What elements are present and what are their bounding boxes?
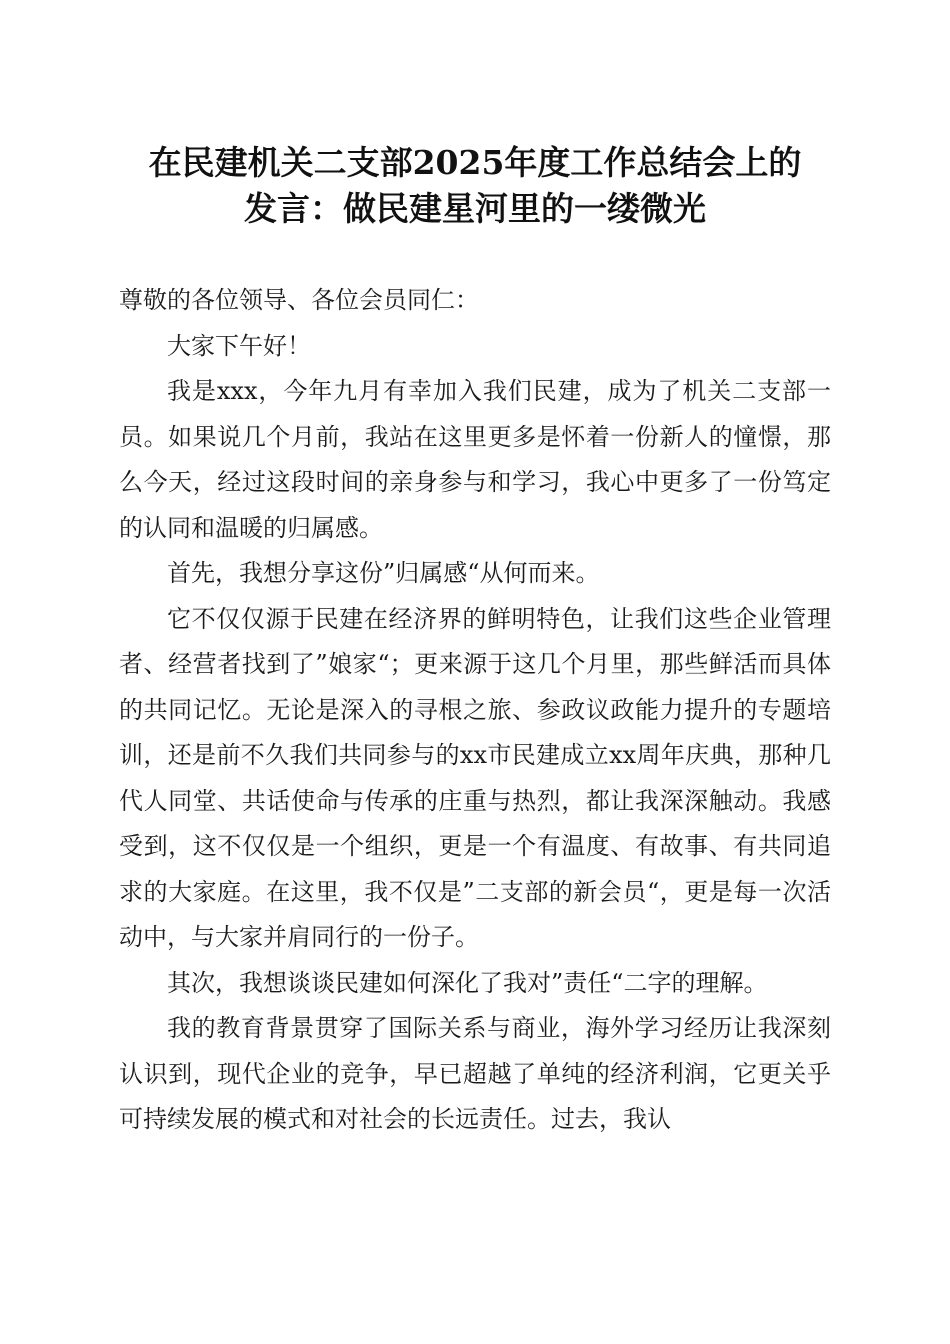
paragraph-responsibility-detail: 我的教育背景贯穿了国际关系与商业，海外学习经历让我深刻认识到，现代企业的竞争，早已超越了单纯的经济利润，它更关乎可持续发展的模式和对社会的长远责任。过去，我认	[119, 1014, 831, 1133]
document-title-line-2: 发言：做民建星河里的一缕微光	[244, 189, 706, 228]
paragraph-belonging-detail: 它不仅仅源于民建在经济界的鲜明特色，让我们这些企业管理者、经营者找到了”娘家“；更来源于这几个月里，那些鲜活而具体的共同记忆。无论是深入的寻根之旅、参政议政能力提升的专题培训，还是前不久我们共同参与的xx市民建成立xx周年庆典，那种几代人同堂、共话使命与传承的庄重与热烈，都让我深深触动。我感受到，这不仅仅是一个组织，更是一个有温度、有故事、有共同追求的大家庭。在这里，我不仅是”二支部的新会员“，更是每一次活动中，与大家并肩同行的一份子。	[119, 604, 831, 951]
paragraph-greeting: 大家下午好！	[167, 331, 311, 360]
salutation: 尊敬的各位领导、各位会员同仁：	[119, 286, 479, 314]
document-body	[119, 278, 831, 1143]
paragraph-belonging-heading: 首先，我想分享这份”归属感“从何而来。	[167, 559, 600, 587]
paragraph-introduction: 我是xxx，今年九月有幸加入我们民建，成为了机关二支部一员。如果说几个月前，我站在这里更多是怀着一份新人的憧憬，那么今天，经过这段时间的亲身参与和学习，我心中更多了一份笃定的认同和温暖的归属感。	[119, 377, 831, 542]
document-title-line-1: 在民建机关二支部2025年度工作总结会上的	[148, 143, 802, 182]
paragraph-responsibility-heading: 其次，我想谈谈民建如何深化了我对”责任“二字的理解。	[167, 968, 768, 997]
